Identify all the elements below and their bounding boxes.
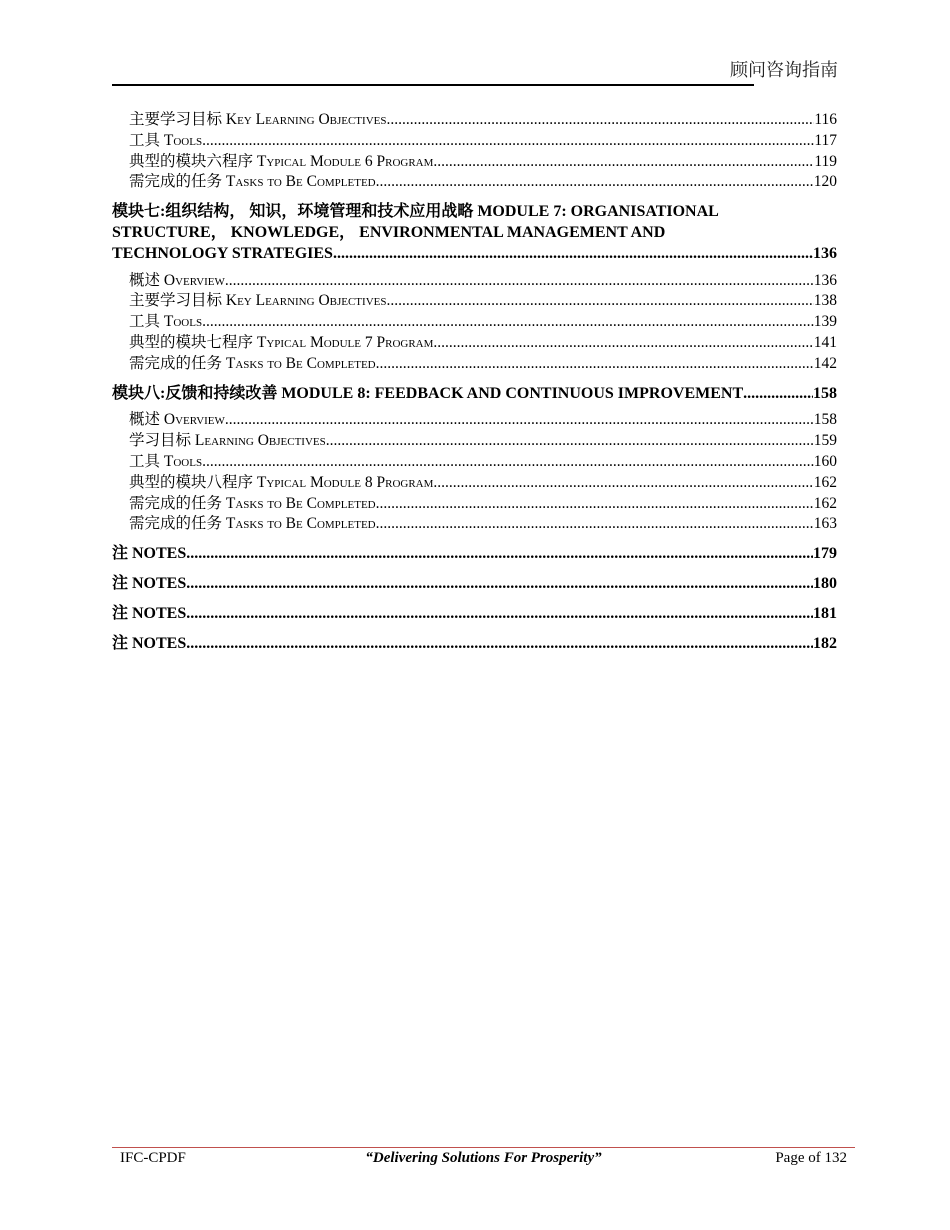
toc-entry-label: 需完成的任务 Tasks to Be Completed <box>129 173 376 191</box>
toc-leader-dots <box>202 131 814 152</box>
toc-leader-dots <box>376 172 814 193</box>
footer-page-number: Page of 132 <box>775 1150 847 1166</box>
toc-entry[interactable] <box>112 452 837 473</box>
toc-entry[interactable] <box>112 354 837 375</box>
toc-entry-page: 181 <box>813 604 837 622</box>
toc-leader-dots <box>225 271 814 292</box>
toc-entry-label: 需完成的任务 Tasks to Be Completed <box>129 494 376 512</box>
toc-entry-page: 138 <box>813 292 837 310</box>
module7-heading-line3 <box>112 244 837 265</box>
toc-entry-page: 179 <box>813 545 837 563</box>
toc-entry-label: 需完成的任务 Tasks to Be Completed <box>129 515 376 533</box>
toc-entry-label: TECHNOLOGY STRATEGIES <box>112 244 333 262</box>
module7-heading[interactable] <box>112 202 837 264</box>
toc-entry-page: 158 <box>813 384 837 402</box>
toc-entry-label: 主要学习目标 Key Learning Objectives <box>129 111 387 128</box>
toc-entry[interactable] <box>112 110 837 131</box>
page-footer <box>112 1150 855 1170</box>
toc-entry-label: 概述 Overview <box>129 411 225 429</box>
toc-entry[interactable] <box>112 172 837 193</box>
toc-entry[interactable] <box>112 131 837 152</box>
toc-leader-dots <box>376 494 814 515</box>
toc-entry-label: 工具 Tools <box>129 452 203 470</box>
toc-leader-dots <box>186 634 813 655</box>
module7-heading-line2: STRUCTURE， KNOWLEDGE， ENVIRONMENTAL MANAGEMENT AND <box>112 223 666 241</box>
toc-entry-label: 典型的模块六程序 Typical Module 6 Program <box>129 152 434 170</box>
toc-entry[interactable] <box>112 410 837 431</box>
toc-entry-label: 注 NOTES <box>112 604 187 622</box>
toc-entry-page: 136 <box>813 244 837 262</box>
footer-org: IFC-CPDF <box>120 1150 186 1166</box>
toc-leader-dots <box>433 333 813 354</box>
toc-leader-dots <box>186 604 813 625</box>
module8-heading[interactable] <box>112 384 837 405</box>
toc-entry-page: 141 <box>813 333 837 351</box>
toc-entry[interactable] <box>112 473 837 494</box>
notes-entry[interactable] <box>112 544 837 565</box>
toc-entry[interactable] <box>112 312 837 333</box>
toc-entry-label: 主要学习目标 Key Learning Objectives <box>129 292 387 310</box>
toc-entry[interactable] <box>112 152 837 173</box>
toc-entry-page: 162 <box>813 473 837 491</box>
toc-entry[interactable] <box>112 494 837 515</box>
toc-entry-page: 180 <box>813 574 837 592</box>
toc-entry-page: 162 <box>813 494 837 512</box>
toc-entry[interactable] <box>112 333 837 354</box>
toc-entry-label: 概述 Overview <box>129 271 225 289</box>
toc-entry-page: 182 <box>813 634 837 652</box>
toc-leader-dots <box>743 384 813 405</box>
toc-leader-dots <box>202 312 814 333</box>
toc-entry[interactable] <box>112 431 837 452</box>
toc-leader-dots <box>186 544 813 565</box>
toc-entry[interactable] <box>112 271 837 292</box>
toc-leader-dots <box>202 452 814 473</box>
notes-entry[interactable] <box>112 574 837 595</box>
toc-entry-label: 模块八:反馈和持续改善 MODULE 8: FEEDBACK AND CONTINUOUS IMPROVEMENT <box>112 384 744 402</box>
toc-entry-label: 工具 Tools <box>129 313 203 331</box>
toc-entry-label: 注 NOTES <box>112 634 187 652</box>
toc-entry-label: 工具 Tools <box>129 131 203 149</box>
notes-entry[interactable] <box>112 604 837 625</box>
toc-leader-dots <box>225 410 814 431</box>
toc-entry-page: 136 <box>813 271 837 289</box>
toc-leader-dots <box>376 354 814 375</box>
notes-entry[interactable] <box>112 634 837 655</box>
toc-entry[interactable] <box>112 514 837 535</box>
toc-entry-page: 163 <box>813 515 837 533</box>
toc-entry-page: 142 <box>813 354 837 372</box>
toc-leader-dots <box>186 574 813 595</box>
toc-entry-page: 160 <box>813 452 837 470</box>
toc-entry-page: 117 <box>814 131 837 149</box>
toc-entry-page: 158 <box>813 411 837 429</box>
toc-leader-dots <box>326 431 814 452</box>
toc-entry-label: 需完成的任务 Tasks to Be Completed <box>129 354 376 372</box>
toc-entry-page: 120 <box>813 173 837 191</box>
header-title: 顾问咨询指南 <box>730 60 838 80</box>
toc-entry-page: 119 <box>814 152 837 170</box>
table-of-contents <box>112 110 837 654</box>
toc-entry-page: 159 <box>813 432 837 450</box>
toc-entry[interactable] <box>112 291 837 312</box>
toc-entry-page: 139 <box>813 313 837 331</box>
toc-leader-dots <box>433 473 813 494</box>
toc-leader-dots <box>386 110 814 131</box>
toc-leader-dots <box>376 514 814 535</box>
toc-entry-page: 116 <box>814 111 837 128</box>
toc-entry-label: 典型的模块七程序 Typical Module 7 Program <box>129 333 434 351</box>
footer-slogan: “Delivering Solutions For Prosperity” <box>365 1150 602 1166</box>
module7-heading-line1: 模块七:组织结构， 知识，环境管理和技术应用战略 MODULE 7: ORGANISATIONAL <box>112 203 719 221</box>
toc-entry-label: 注 NOTES <box>112 574 187 592</box>
toc-entry-label: 学习目标 Learning Objectives <box>129 432 326 450</box>
toc-entry-label: 注 NOTES <box>112 545 187 563</box>
toc-entry-label: 典型的模块八程序 Typical Module 8 Program <box>129 473 434 491</box>
toc-leader-dots <box>433 152 814 173</box>
footer-rule <box>112 1147 855 1148</box>
toc-leader-dots <box>333 244 813 265</box>
header-rule <box>112 84 754 86</box>
toc-leader-dots <box>386 291 813 312</box>
